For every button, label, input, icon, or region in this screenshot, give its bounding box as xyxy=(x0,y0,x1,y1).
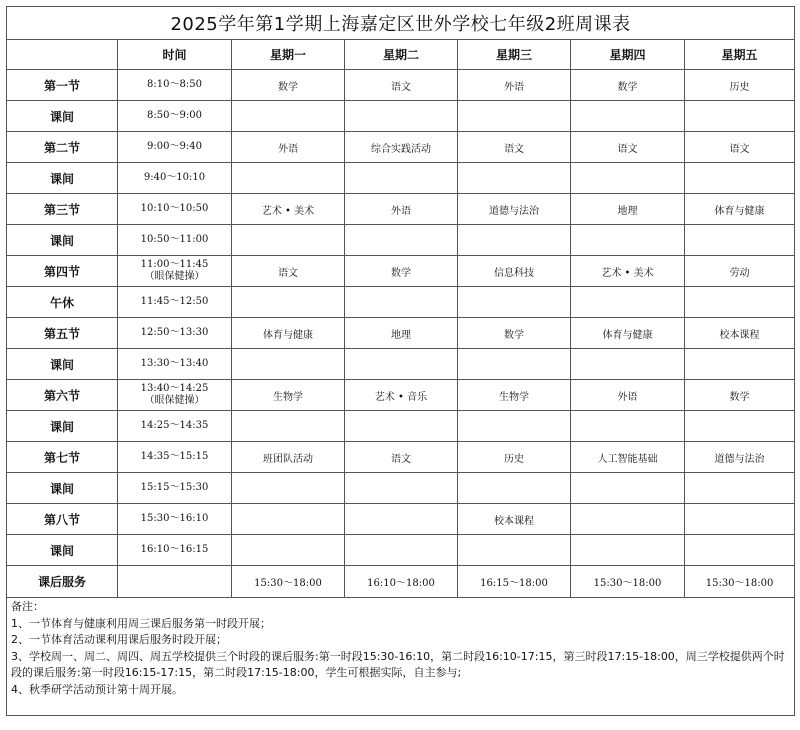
subject-cell-wednesday xyxy=(458,349,571,380)
subject-cell-tuesday xyxy=(345,163,458,194)
period-time-range: 15:15～15:30 xyxy=(140,482,209,493)
period-time-range: 10:50～11:00 xyxy=(140,234,209,245)
period-label: 第八节 xyxy=(7,504,118,535)
subject-cell-monday: 班团队活动 xyxy=(232,442,345,473)
timetable xyxy=(6,6,795,716)
period-time xyxy=(118,442,232,473)
subject-cell-monday xyxy=(232,411,345,442)
schedule-row xyxy=(7,287,795,318)
service-wednesday: 16:15～18:00 xyxy=(458,566,571,598)
subject-cell-monday: 艺术 • 美术 xyxy=(232,194,345,225)
service-friday: 15:30～18:00 xyxy=(685,566,795,598)
subject-cell-thursday: 外语 xyxy=(571,380,685,411)
schedule-row xyxy=(7,163,795,194)
schedule-row xyxy=(7,349,795,380)
subject-cell-monday: 外语 xyxy=(232,132,345,163)
period-time xyxy=(118,504,232,535)
subject-cell-thursday xyxy=(571,504,685,535)
schedule-row xyxy=(7,225,795,256)
note-item: 3、学校周一、周二、周四、周五学校提供三个时段的课后服务:第一时段15:30-16:10，第二时段16:10-17:15，第三时段17:15-18:00，周三学校提供两个时段的课后服务:第一时段16:15-17:15，第二时段17:15-18:00，学生可根据实际，自主参与; xyxy=(11,649,785,679)
timetable-sheet xyxy=(6,6,794,716)
period-time-range: 11:00～11:45 xyxy=(140,259,209,270)
subject-cell-thursday xyxy=(571,225,685,256)
notes-heading: 备注： xyxy=(11,600,44,613)
subject-cell-thursday: 地理 xyxy=(571,194,685,225)
schedule-row xyxy=(7,194,795,225)
subject-cell-thursday xyxy=(571,101,685,132)
subject-cell-monday xyxy=(232,101,345,132)
period-time xyxy=(118,101,232,132)
period-time xyxy=(118,70,232,101)
subject-cell-friday xyxy=(685,473,795,504)
period-time xyxy=(118,287,232,318)
header-corner xyxy=(7,40,118,70)
schedule-row xyxy=(7,101,795,132)
period-label: 第五节 xyxy=(7,318,118,349)
period-label: 第一节 xyxy=(7,70,118,101)
period-time-note: （眼保健操） xyxy=(144,271,205,282)
period-time xyxy=(118,256,232,287)
subject-cell-tuesday xyxy=(345,473,458,504)
period-time-range: 13:40～14:25 xyxy=(140,383,209,394)
subject-cell-friday xyxy=(685,504,795,535)
subject-cell-monday xyxy=(232,225,345,256)
period-time-range: 8:10～8:50 xyxy=(147,79,202,90)
period-time xyxy=(118,473,232,504)
subject-cell-friday xyxy=(685,287,795,318)
subject-cell-wednesday: 数学 xyxy=(458,318,571,349)
period-time-range: 10:10～10:50 xyxy=(140,203,209,214)
header-tuesday: 星期二 xyxy=(345,40,458,70)
subject-cell-friday xyxy=(685,535,795,566)
period-time-range: 16:10～16:15 xyxy=(140,544,209,555)
period-time xyxy=(118,163,232,194)
subject-cell-thursday xyxy=(571,473,685,504)
subject-cell-wednesday xyxy=(458,473,571,504)
period-time xyxy=(118,411,232,442)
subject-cell-wednesday: 语文 xyxy=(458,132,571,163)
header-row xyxy=(7,40,795,70)
period-time xyxy=(118,535,232,566)
subject-cell-wednesday: 道德与法治 xyxy=(458,194,571,225)
schedule-row xyxy=(7,318,795,349)
subject-cell-monday xyxy=(232,349,345,380)
period-time-range: 14:35～15:15 xyxy=(140,451,209,462)
period-label: 课间 xyxy=(7,101,118,132)
subject-cell-tuesday xyxy=(345,349,458,380)
subject-cell-thursday xyxy=(571,349,685,380)
service-tuesday: 16:10～18:00 xyxy=(345,566,458,598)
period-label: 课间 xyxy=(7,473,118,504)
period-label: 第二节 xyxy=(7,132,118,163)
subject-cell-tuesday: 综合实践活动 xyxy=(345,132,458,163)
subject-cell-tuesday: 数学 xyxy=(345,256,458,287)
subject-cell-tuesday: 语文 xyxy=(345,70,458,101)
subject-cell-tuesday xyxy=(345,411,458,442)
subject-cell-wednesday: 历史 xyxy=(458,442,571,473)
subject-cell-wednesday xyxy=(458,225,571,256)
service-thursday: 15:30～18:00 xyxy=(571,566,685,598)
period-time xyxy=(118,194,232,225)
period-time-range: 14:25～14:35 xyxy=(140,420,209,431)
subject-cell-tuesday xyxy=(345,101,458,132)
period-time xyxy=(118,318,232,349)
service-time xyxy=(118,566,232,598)
subject-cell-friday: 语文 xyxy=(685,132,795,163)
subject-cell-monday: 生物学 xyxy=(232,380,345,411)
period-label: 第三节 xyxy=(7,194,118,225)
subject-cell-friday xyxy=(685,225,795,256)
subject-cell-wednesday xyxy=(458,287,571,318)
subject-cell-wednesday: 校本课程 xyxy=(458,504,571,535)
subject-cell-thursday: 体育与健康 xyxy=(571,318,685,349)
period-time xyxy=(118,349,232,380)
period-time-range: 13:30～13:40 xyxy=(140,358,209,369)
subject-cell-tuesday xyxy=(345,225,458,256)
subject-cell-wednesday xyxy=(458,101,571,132)
subject-cell-tuesday: 艺术 • 音乐 xyxy=(345,380,458,411)
period-label: 课间 xyxy=(7,349,118,380)
schedule-row xyxy=(7,442,795,473)
subject-cell-wednesday xyxy=(458,163,571,194)
subject-cell-friday xyxy=(685,163,795,194)
subject-cell-thursday xyxy=(571,163,685,194)
subject-cell-thursday: 语文 xyxy=(571,132,685,163)
subject-cell-friday: 校本课程 xyxy=(685,318,795,349)
subject-cell-wednesday: 信息科技 xyxy=(458,256,571,287)
subject-cell-friday: 劳动 xyxy=(685,256,795,287)
header-friday: 星期五 xyxy=(685,40,795,70)
schedule-row xyxy=(7,411,795,442)
schedule-rows xyxy=(7,70,795,566)
subject-cell-thursday: 艺术 • 美术 xyxy=(571,256,685,287)
period-label: 第四节 xyxy=(7,256,118,287)
after-school-service-row xyxy=(7,566,795,598)
period-time xyxy=(118,380,232,411)
subject-cell-monday: 数学 xyxy=(232,70,345,101)
note-item: 1、一节体育与健康利用周三课后服务第一时段开展； xyxy=(11,616,271,630)
service-monday: 15:30～18:00 xyxy=(232,566,345,598)
period-time-range: 15:30～16:10 xyxy=(140,513,209,524)
subject-cell-tuesday: 地理 xyxy=(345,318,458,349)
subject-cell-friday: 道德与法治 xyxy=(685,442,795,473)
schedule-row xyxy=(7,132,795,163)
period-label: 第六节 xyxy=(7,380,118,411)
subject-cell-thursday: 人工智能基础 xyxy=(571,442,685,473)
period-label: 课间 xyxy=(7,535,118,566)
header-thursday: 星期四 xyxy=(571,40,685,70)
period-label: 第七节 xyxy=(7,442,118,473)
period-time-range: 12:50～13:30 xyxy=(140,327,209,338)
schedule-row xyxy=(7,473,795,504)
period-label: 课间 xyxy=(7,411,118,442)
header-wednesday: 星期三 xyxy=(458,40,571,70)
period-time xyxy=(118,132,232,163)
subject-cell-tuesday xyxy=(345,535,458,566)
notes-row xyxy=(7,598,795,716)
subject-cell-thursday: 数学 xyxy=(571,70,685,101)
period-label: 课间 xyxy=(7,163,118,194)
period-time-range: 9:40～10:10 xyxy=(143,172,206,183)
subject-cell-wednesday: 外语 xyxy=(458,70,571,101)
note-item: 2、一节体育活动课利用课后服务时段开展； xyxy=(11,633,227,646)
subject-cell-tuesday: 外语 xyxy=(345,194,458,225)
subject-cell-thursday xyxy=(571,411,685,442)
subject-cell-friday: 历史 xyxy=(685,70,795,101)
subject-cell-tuesday xyxy=(345,504,458,535)
notes xyxy=(7,598,795,716)
subject-cell-tuesday: 语文 xyxy=(345,442,458,473)
subject-cell-monday xyxy=(232,535,345,566)
subject-cell-thursday xyxy=(571,535,685,566)
schedule-row xyxy=(7,535,795,566)
note-item: 4、秋季研学活动预计第十周开展。 xyxy=(11,682,183,696)
subject-cell-friday xyxy=(685,101,795,132)
subject-cell-monday xyxy=(232,287,345,318)
period-time-range: 8:50～9:00 xyxy=(147,110,202,121)
schedule-row xyxy=(7,70,795,101)
period-time-range: 11:45～12:50 xyxy=(140,296,209,307)
subject-cell-tuesday xyxy=(345,287,458,318)
subject-cell-wednesday xyxy=(458,411,571,442)
subject-cell-wednesday: 生物学 xyxy=(458,380,571,411)
subject-cell-thursday xyxy=(571,287,685,318)
header-time: 时间 xyxy=(118,40,232,70)
subject-cell-monday xyxy=(232,504,345,535)
subject-cell-friday xyxy=(685,411,795,442)
period-label: 午休 xyxy=(7,287,118,318)
schedule-row xyxy=(7,504,795,535)
period-time xyxy=(118,225,232,256)
schedule-row xyxy=(7,380,795,411)
period-time-note: （眼保健操） xyxy=(144,395,205,406)
page-title: 2025学年第1学期上海嘉定区世外学校七年级2班周课表 xyxy=(7,7,795,40)
subject-cell-monday: 语文 xyxy=(232,256,345,287)
schedule-row xyxy=(7,256,795,287)
subject-cell-friday: 数学 xyxy=(685,380,795,411)
subject-cell-friday: 体育与健康 xyxy=(685,194,795,225)
period-time-range: 9:00～9:40 xyxy=(147,141,202,152)
service-label: 课后服务 xyxy=(7,566,118,598)
period-label: 课间 xyxy=(7,225,118,256)
subject-cell-monday: 体育与健康 xyxy=(232,318,345,349)
subject-cell-friday xyxy=(685,349,795,380)
subject-cell-monday xyxy=(232,163,345,194)
header-monday: 星期一 xyxy=(232,40,345,70)
subject-cell-wednesday xyxy=(458,535,571,566)
subject-cell-monday xyxy=(232,473,345,504)
